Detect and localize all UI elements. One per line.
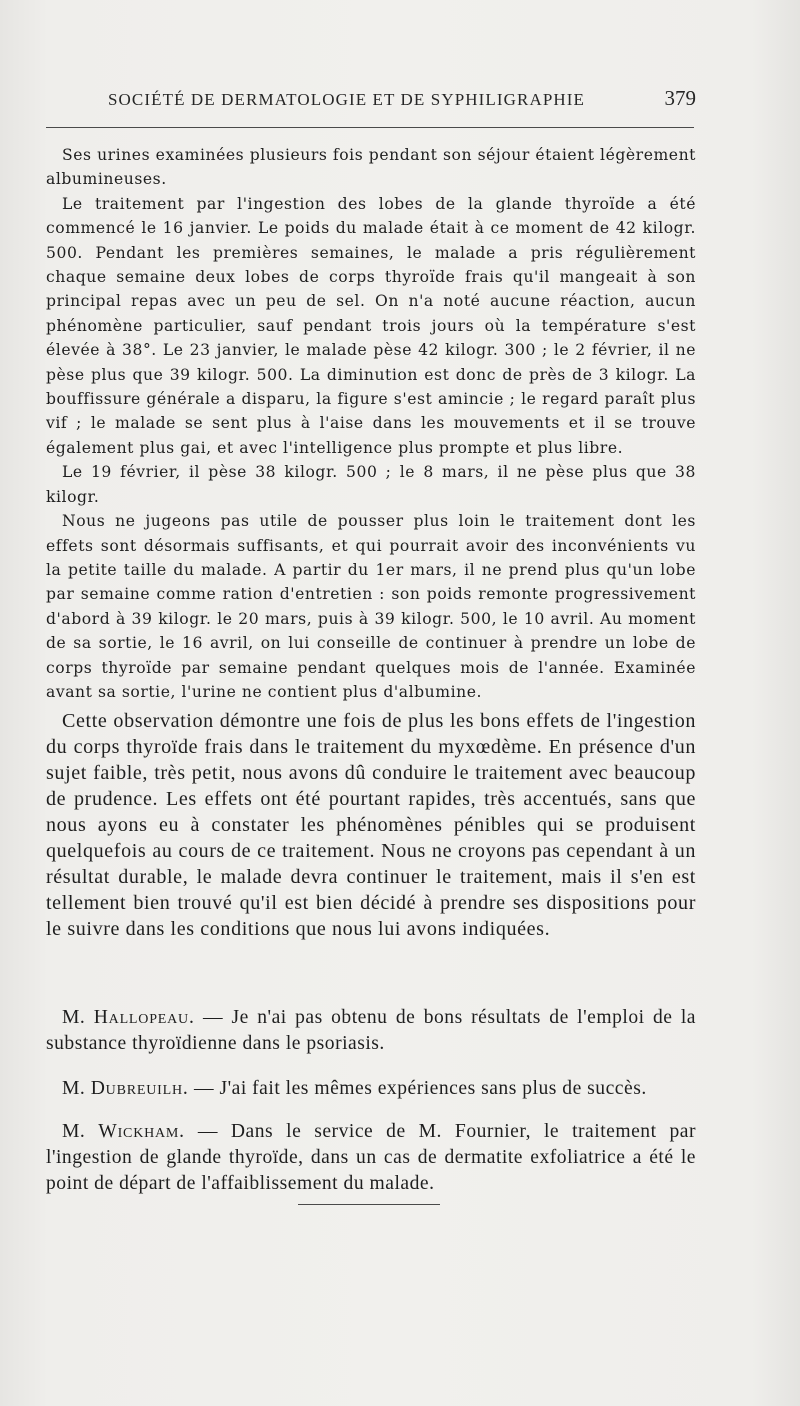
remark-text: — J'ai fait les mêmes expériences sans plus de succès. [193, 1077, 647, 1099]
speaker-name: Hallopeau. [93, 1006, 195, 1028]
remark-hallopeau [46, 1005, 696, 1057]
end-rule [298, 1204, 440, 1205]
page-header [46, 86, 698, 120]
speaker-name: Dubreuilh. [90, 1077, 189, 1099]
remark-title: M. [62, 1120, 86, 1142]
paragraph-conclusion: Cette observation démontre une fois de plus les bons effets de l'ingestion du corps thyroïde frais dans le traitement du myxœdème. En présence d'un sujet faible, très petit, nous avons dû conduire le traitement avec beaucoup de prudence. Les effets ont été pourtant rapides, très accentués, sans que nous ayons eu à constater les phénomènes pénibles qui se produisent quelquefois au cours de ce traitement. Nous ne croyons pas cependant à un résultat durable, le malade devra continuer le traitement, mais il s'en est tellement bien trouvé qu'il est bien décidé à prendre ses dispositions pour le suivre dans les conditions que nous lui avons indiquées. [46, 710, 696, 940]
paragraph-urines: Ses urines examinées plusieurs fois pendant son séjour étaient légèrement albumineuses. [46, 146, 696, 189]
running-head: SOCIÉTÉ DE DERMATOLOGIE ET DE SYPHILIGRAPHIE [108, 90, 586, 109]
speaker-name: Wickham. [98, 1120, 185, 1142]
page-number: 379 [664, 86, 696, 110]
remark-text: — Je n'ai pas obtenu de bons résultats de l'emploi de la substance thyroïdienne dans le psoriasis. [46, 1006, 696, 1054]
conclusion-text [46, 708, 696, 942]
remark-title: M. [62, 1077, 86, 1099]
paragraph-weight-february: Le 19 février, il pèse 38 kilogr. 500 ; le 8 mars, il ne pèse plus que 38 kilogr. [46, 463, 696, 506]
remark-title: M. [62, 1006, 86, 1028]
case-report-text [46, 143, 696, 704]
paragraph-treatment: Le traitement par l'ingestion des lobes de la glande thyroïde a été commencé le 16 janvier. Le poids du malade était à ce moment de 42 kilogr. 500. Pendant les premières semaines, le malade a pris régulièrement chaque semaine deux lobes de corps thyroïde frais qu'il mangeait à son principal repas avec un peu de sel. On n'a noté aucune réaction, aucun phénomène particulier, sauf pendant trois jours où la température s'est élevée à 38°. Le 23 janvier, le malade pèse 42 kilogr. 300 ; le 2 février, il ne pèse plus que 39 kilogr. 500. La diminution est donc de près de 3 kilogr. La bouffissure générale a disparu, la figure s'est amincie ; le regard paraît plus vif ; le malade se sent plus à l'aise dans les mouvements et il se trouve également plus gai, et avec l'intelligence plus prompte et plus libre. [46, 194, 696, 457]
remark-dubreuilh [46, 1076, 696, 1102]
header-rule [46, 127, 694, 128]
remark-wickham [46, 1119, 696, 1197]
remark-text: — Dans le service de M. Fournier, le traitement par l'ingestion de glande thyroïde, dans un cas de dermatite exfoliatrice a été le point de départ de l'affaiblissement du malade. [46, 1120, 696, 1194]
paragraph-maintenance: Nous ne jugeons pas utile de pousser plus loin le traitement dont les effets sont désormais suffisants, et qui pourrait avoir des inconvénients vu la petite taille du malade. A partir du 1er mars, il ne prend plus qu'un lobe par semaine comme ration d'entretien : son poids remonte progressivement d'abord à 39 kilogr. le 20 mars, puis à 39 kilogr. 500, le 10 avril. Au moment de sa sortie, le 16 avril, on lui conseille de continuer à prendre un lobe de corps thyroïde par semaine pendant quelques mois de l'année. Examinée avant sa sortie, l'urine ne contient plus d'albumine. [46, 512, 696, 701]
